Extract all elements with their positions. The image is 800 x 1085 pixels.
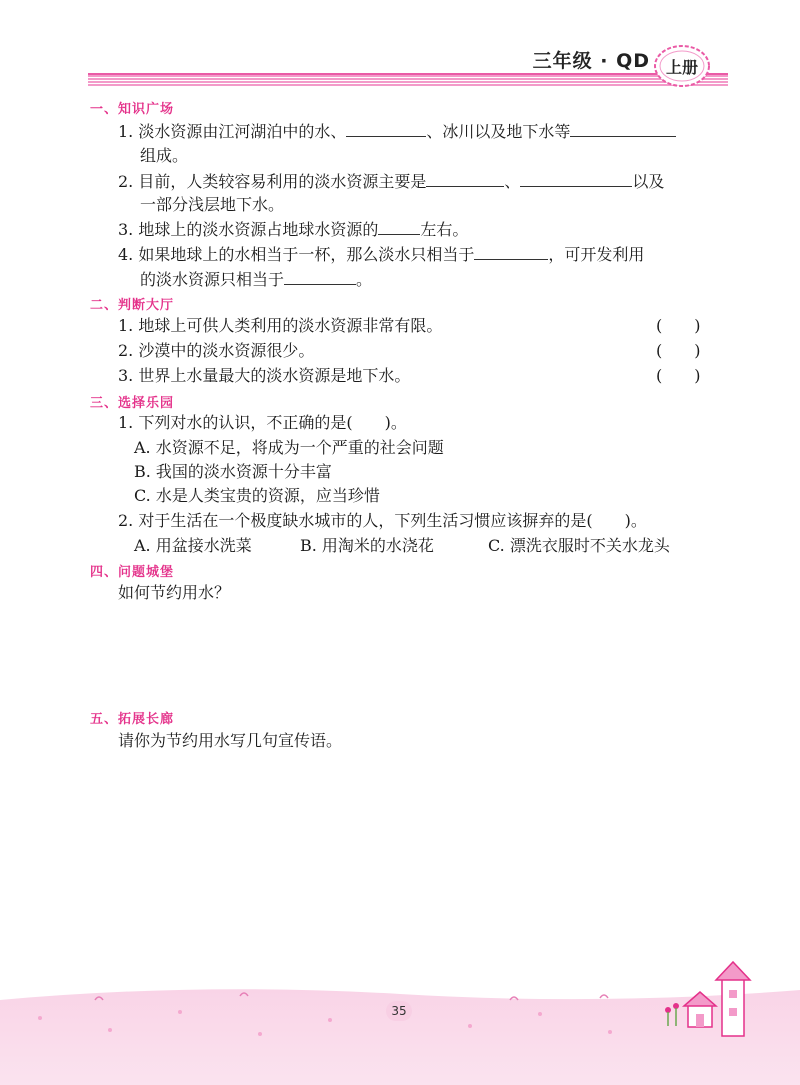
choice-option-a[interactable]: A. 水资源不足，将成为一个严重的社会问题 <box>134 438 444 457</box>
choice-question-2: 2. 对于生活在一个极度缺水城市的人，下列生活习惯应该摒弃的是( )。 <box>118 511 647 530</box>
section-title-question: 四、问题城堡 <box>90 565 175 580</box>
open-question-1: 如何节约用水？ <box>118 583 231 602</box>
judge-item-1: 1. 地球上可供人类利用的淡水资源非常有限。 <box>118 316 443 335</box>
judge-answer-box[interactable]: ( ) <box>656 316 701 335</box>
volume-badge <box>654 44 710 88</box>
answer-blank[interactable] <box>426 170 504 187</box>
choice-option-a[interactable]: A. 用盆接水洗菜 <box>134 536 252 555</box>
choice-option-b[interactable]: B. 我国的淡水资源十分丰富 <box>134 462 332 481</box>
page-header <box>0 0 800 95</box>
section-title-choice: 三、选择乐园 <box>90 396 175 411</box>
judge-item-2: 2. 沙漠中的淡水资源很少。 <box>118 341 315 360</box>
open-question-2: 请你为节约用水写几句宣传语。 <box>118 731 343 750</box>
header-stripe <box>88 73 728 86</box>
badge-label: 上册 <box>665 58 698 77</box>
section-title-judgement: 二、判断大厅 <box>90 298 175 313</box>
grade-label: 三年级 · QD <box>532 50 650 72</box>
judge-answer-box[interactable]: ( ) <box>656 341 701 360</box>
footer-ground-decoration <box>0 960 800 1085</box>
judge-answer-box[interactable]: ( ) <box>656 366 701 385</box>
page-footer <box>0 960 800 1085</box>
answer-blank[interactable] <box>284 268 356 285</box>
choice-option-c[interactable]: C. 漂洗衣服时不关水龙头 <box>488 536 670 555</box>
fill-line-3: 3. 地球上的淡水资源占地球水资源的 左右。 <box>118 220 469 239</box>
section-title-extension: 五、拓展长廊 <box>90 712 175 727</box>
fill-line-2: 2. 目前，人类较容易利用的淡水资源主要是 、 以及 <box>118 172 665 191</box>
fill-line-4: 4. 如果地球上的水相当于一杯，那么淡水只相当于 ，可开发利用 <box>118 245 645 264</box>
fill-line-4-cont: 的淡水资源只相当于 。 <box>140 270 373 289</box>
fill-line-2-cont: 一部分浅层地下水。 <box>140 195 285 214</box>
page-number: 35 <box>386 1001 412 1021</box>
choice-option-b[interactable]: B. 用淘米的水浇花 <box>300 536 434 555</box>
answer-blank[interactable] <box>570 120 676 137</box>
fill-line-1: 1. 淡水资源由江河湖泊中的水、 、冰川以及地下水等 <box>118 120 676 143</box>
judge-item-3: 3. 世界上水量最大的淡水资源是地下水。 <box>118 366 411 385</box>
section-title-knowledge: 一、知识广场 <box>90 102 175 117</box>
answer-blank[interactable] <box>346 120 426 137</box>
choice-question-1: 1. 下列对水的认识，不正确的是( )。 <box>118 413 407 432</box>
choice-option-c[interactable]: C. 水是人类宝贵的资源，应当珍惜 <box>134 486 380 505</box>
fill-line-1-cont: 组成。 <box>140 146 189 165</box>
answer-blank[interactable] <box>474 243 548 260</box>
answer-blank[interactable] <box>378 218 420 235</box>
answer-blank[interactable] <box>520 170 632 187</box>
